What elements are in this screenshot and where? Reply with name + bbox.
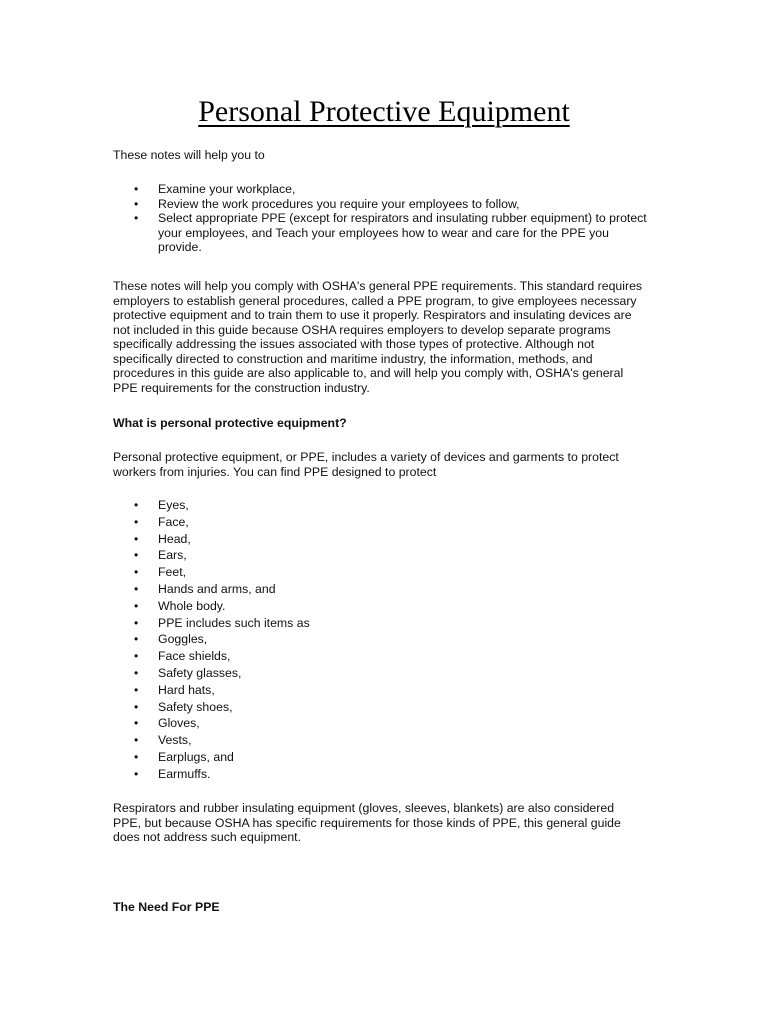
section-heading-what-is-ppe: What is personal protective equipment?: [113, 416, 347, 430]
paragraph-osha-requirements: These notes will help you comply with OSHA's general PPE requirements. This standard requires employers to establish general procedures, called a PPE program, to give employees necessary protective equipment and to train them to use it properly. Respirators and insulating devices are not included in this guide because OSHA requires employers to develop separate programs specifically addressing the issues associated with those types of protective. Although not specifically directed to construction and maritime industry, the information, methods, and procedures in this guide are also applicable to, and will help you comply with, OSHA's general PPE requirements for the construction industry.: [113, 279, 643, 395]
ppe-bullet-list: [113, 497, 648, 783]
list-item: • PPE includes such items as: [113, 615, 648, 632]
list-item: • Head,: [113, 531, 648, 548]
list-item: • Ears,: [113, 547, 648, 564]
list-item: • Hands and arms, and: [113, 581, 648, 598]
list-item: • Feet,: [113, 564, 648, 581]
list-item: • Vests,: [113, 732, 648, 749]
list-item: • Earplugs, and: [113, 749, 648, 766]
page-title: Personal Protective Equipment: [198, 95, 570, 128]
list-item: • Goggles,: [113, 631, 648, 648]
section-heading-need-for-ppe: The Need For PPE: [113, 900, 220, 914]
list-item: • Hard hats,: [113, 682, 648, 699]
list-item: • Eyes,: [113, 497, 648, 514]
list-item: • Safety glasses,: [113, 665, 648, 682]
list-item: • Earmuffs.: [113, 766, 648, 783]
list-item: • Face,: [113, 514, 648, 531]
list-item: • Whole body.: [113, 598, 648, 615]
intro-bullet-list: [113, 182, 648, 255]
list-item: • Examine your workplace,: [113, 182, 648, 197]
list-item: • Safety shoes,: [113, 699, 648, 716]
intro-text: These notes will help you to: [113, 148, 265, 162]
list-item: • Select appropriate PPE (except for respirators and insulating rubber equipment) to protect your employees, and Teach your employees how to wear and care for the PPE you provide.: [113, 211, 648, 255]
list-item: • Face shields,: [113, 648, 648, 665]
paragraph-ppe-definition: Personal protective equipment, or PPE, includes a variety of devices and garments to protect workers from injuries. You can find PPE designed to protect: [113, 450, 619, 479]
list-item: • Review the work procedures you require your employees to follow,: [113, 197, 648, 212]
list-item: • Gloves,: [113, 715, 648, 732]
paragraph-respirators-note: Respirators and rubber insulating equipment (gloves, sleeves, blankets) are also considered PPE, but because OSHA has specific requirements for those kinds of PPE, this general guide does not address such equipment.: [113, 801, 621, 844]
